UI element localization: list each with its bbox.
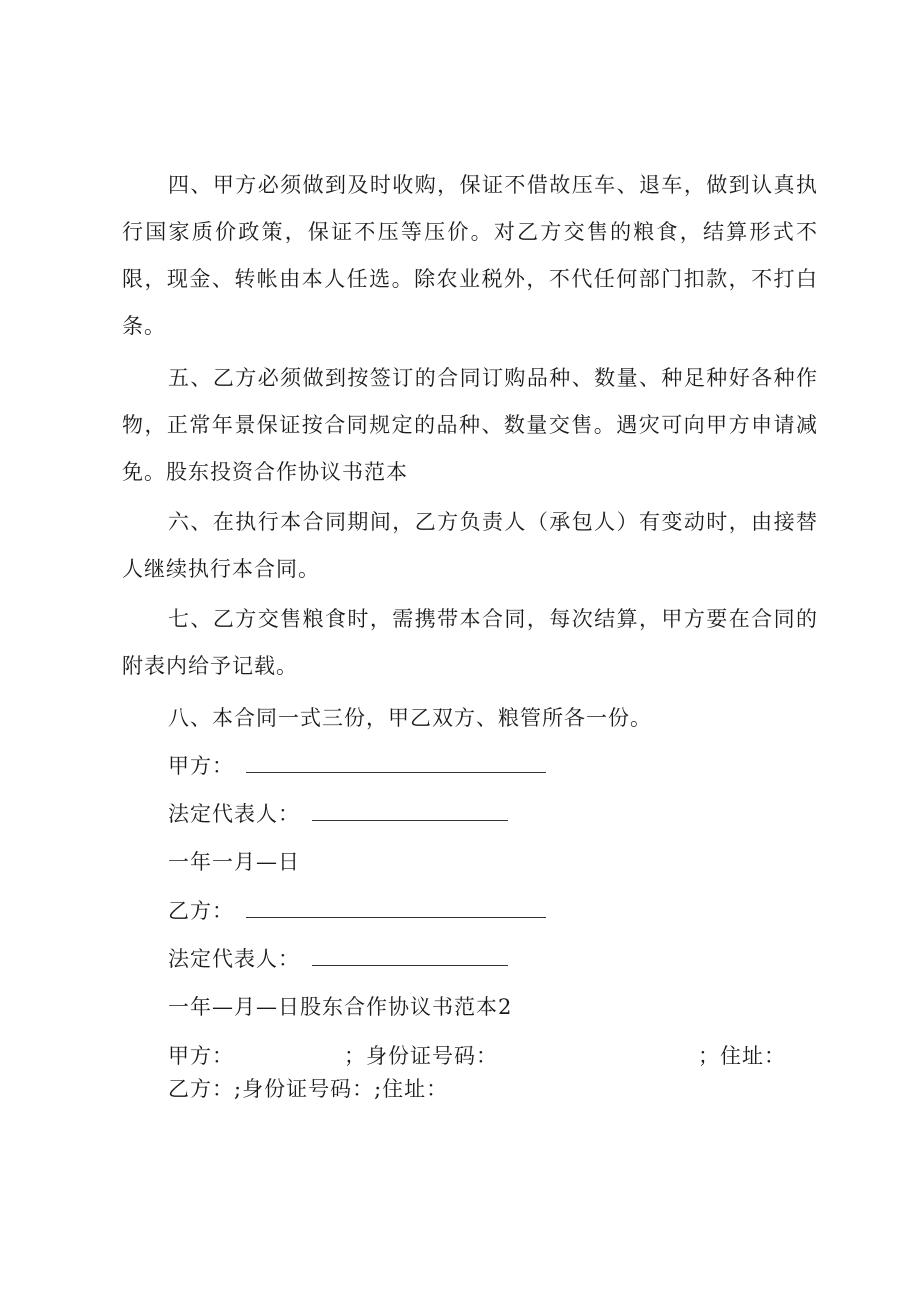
legal-rep-b-signature-blank bbox=[312, 945, 508, 966]
info-a-address-label: ；住址： bbox=[698, 1044, 786, 1068]
info-a-id-label: ；身份证号码： bbox=[344, 1044, 498, 1068]
clause-8: 八、本合同一式三份，甲乙双方、粮管所各一份。 bbox=[168, 706, 652, 730]
party-b-line bbox=[168, 896, 546, 926]
party-b-label: 乙方： bbox=[168, 899, 234, 923]
party-a-label: 甲方： bbox=[168, 754, 234, 778]
legal-rep-a-label: 法定代表人： bbox=[168, 802, 300, 826]
legal-rep-b-line bbox=[168, 944, 508, 974]
party-a-line bbox=[168, 751, 546, 781]
info-line-b: 乙方：;身份证号码：;住址： bbox=[168, 1077, 449, 1101]
info-line-a bbox=[168, 1041, 786, 1071]
date-b-and-title: 一年—月—日股东合作协议书范本2 bbox=[168, 995, 513, 1019]
clause-7: 七、乙方交售粮食时，需携带本合同，每次结算，甲方要在合同的附表内给予记载。 bbox=[122, 607, 818, 678]
legal-rep-a-signature-blank bbox=[312, 800, 508, 821]
info-a-name-label: 甲方： bbox=[168, 1044, 234, 1068]
clause-4: 四、甲方必须做到及时收购，保证不借故压车、退车，做到认真执行国家质价政策，保证不压等压价。对乙方交售的粮食，结算形式不限，现金、转帐由本人任选。除农业税外，不代任何部门扣款，不打白条。 bbox=[122, 173, 818, 338]
party-b-signature-blank bbox=[246, 897, 546, 918]
clause-6: 六、在执行本合同期间，乙方负责人（承包人）有变动时，由接替人继续执行本合同。 bbox=[122, 510, 818, 581]
party-a-signature-blank bbox=[246, 752, 546, 773]
legal-rep-a-line bbox=[168, 799, 508, 829]
clause-5: 五、乙方必须做到按签订的合同订购品种、数量、种足种好各种作物，正常年景保证按合同规定的品种、数量交售。遇灾可向甲方申请减免。股东投资合作协议书范本 bbox=[122, 366, 818, 484]
date-a: 一年一月—日 bbox=[168, 850, 300, 874]
legal-rep-b-label: 法定代表人： bbox=[168, 947, 300, 971]
